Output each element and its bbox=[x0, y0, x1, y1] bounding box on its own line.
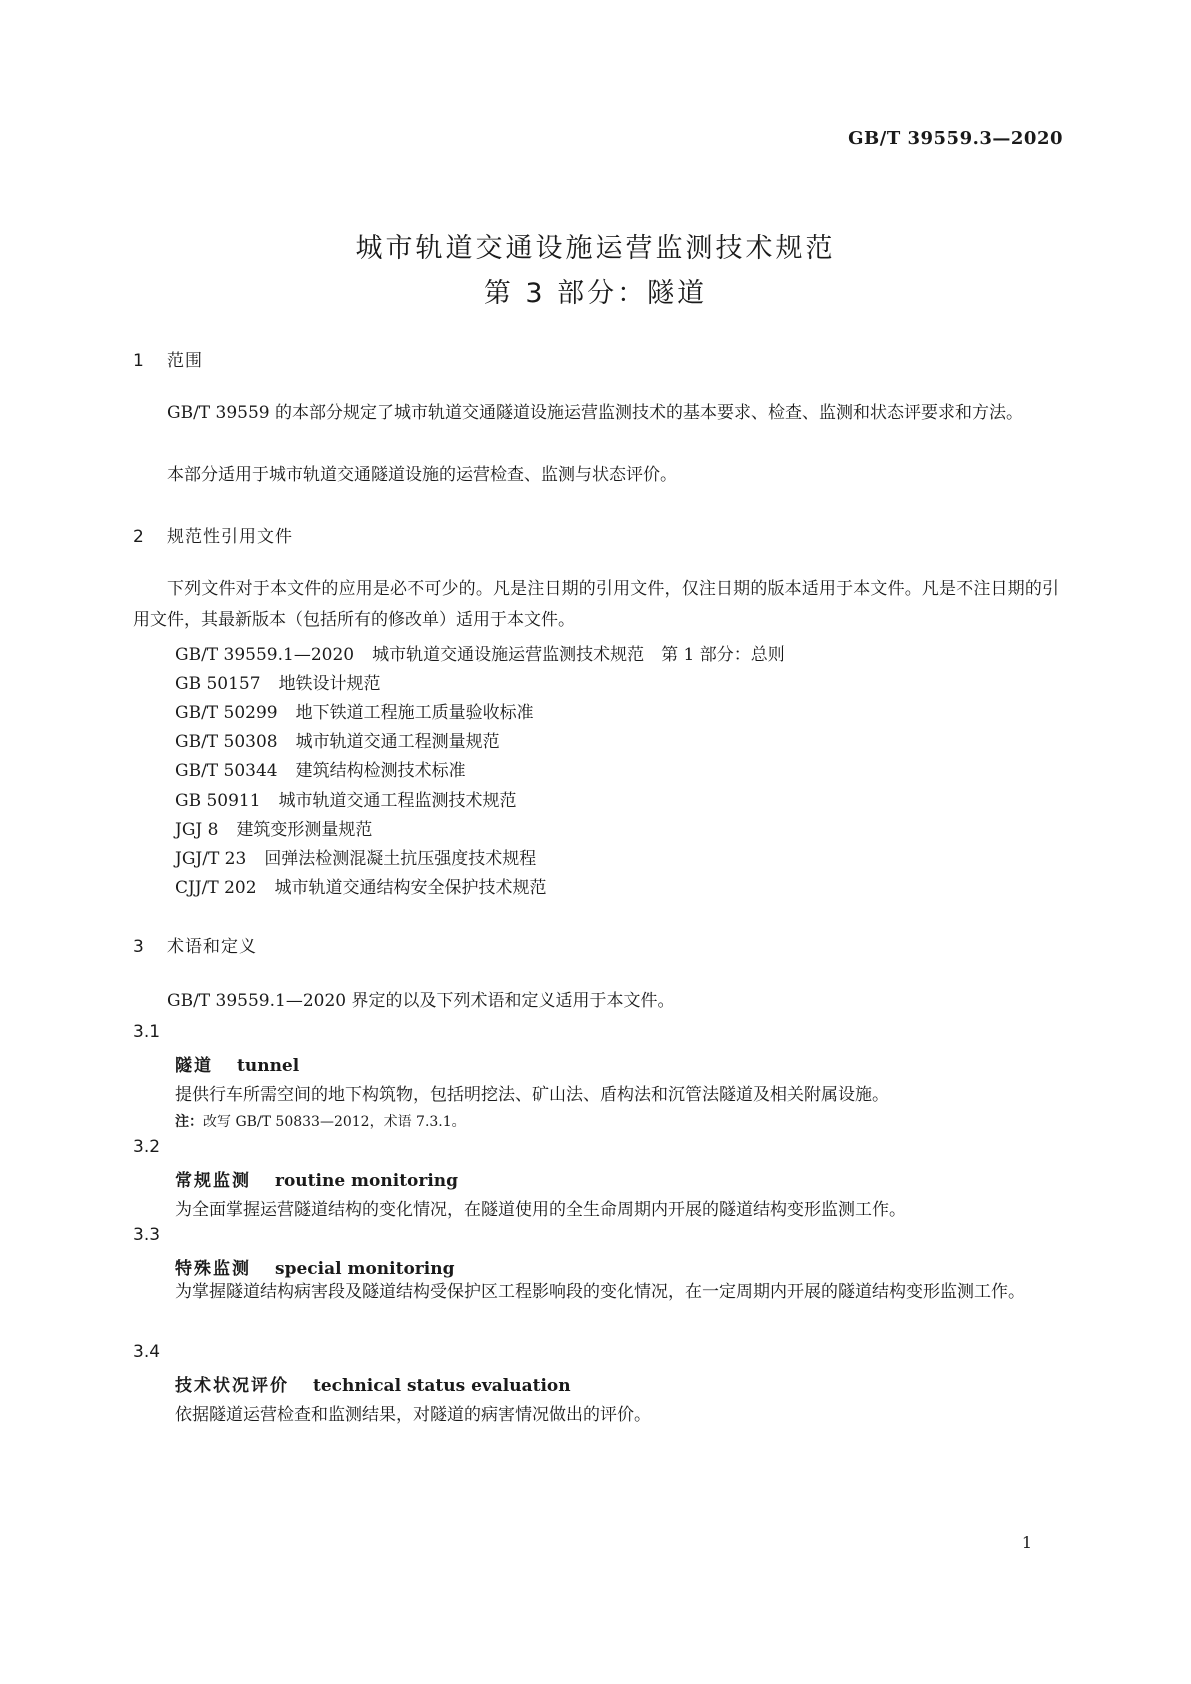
term-number: 3.2 bbox=[133, 1137, 161, 1157]
reference-title: 地下铁道工程施工质量验收标准 bbox=[295, 703, 534, 723]
reference-item bbox=[175, 727, 500, 752]
reference-item bbox=[175, 844, 536, 869]
term-title bbox=[175, 1051, 299, 1076]
section-title: 范围 bbox=[167, 351, 203, 371]
term-title bbox=[175, 1254, 454, 1279]
term-title bbox=[175, 1371, 571, 1396]
term-zh: 隧道 bbox=[175, 1056, 213, 1076]
section-heading bbox=[133, 522, 293, 547]
reference-title: 回弹法检测混凝土抗压强度技术规程 bbox=[264, 849, 537, 869]
section-title: 规范性引用文件 bbox=[167, 527, 293, 547]
term-number: 3.3 bbox=[133, 1225, 161, 1245]
section-number: 3 bbox=[133, 937, 145, 957]
term-number: 3.4 bbox=[133, 1342, 161, 1362]
term-en: technical status evaluation bbox=[313, 1376, 571, 1396]
reference-code: GB 50911 bbox=[175, 791, 261, 811]
term-title bbox=[175, 1166, 458, 1191]
reference-item bbox=[175, 669, 381, 694]
document-title: 城市轨道交通设施运营监测技术规范 bbox=[355, 233, 836, 264]
term-en: tunnel bbox=[237, 1056, 300, 1076]
section-number: 1 bbox=[133, 351, 145, 371]
reference-code: GB 50157 bbox=[175, 674, 261, 694]
section-heading bbox=[133, 346, 203, 371]
reference-item bbox=[175, 786, 517, 811]
term-zh: 特殊监测 bbox=[175, 1259, 251, 1279]
note-label: 注： bbox=[175, 1114, 203, 1130]
reference-code: JGJ 8 bbox=[175, 820, 219, 840]
reference-item bbox=[175, 815, 372, 840]
reference-item bbox=[175, 640, 785, 665]
reference-title: 城市轨道交通设施运营监测技术规范 第 1 部分：总则 bbox=[372, 645, 785, 665]
standard-code: GB/T 39559.3—2020 bbox=[848, 128, 1063, 149]
reference-title: 建筑变形测量规范 bbox=[236, 820, 373, 840]
term-note bbox=[175, 1111, 466, 1131]
paragraph: 下列文件对于本文件的应用是必不可少的。凡是注日期的引用文件，仅注日期的版本适用于本文件。凡是不注日期的引用文件，其最新版本（包括所有的修改单）适用于本文件。 bbox=[133, 579, 1059, 630]
reference-item bbox=[175, 698, 534, 723]
reference-title: 城市轨道交通工程测量规范 bbox=[295, 732, 500, 752]
paragraph: GB/T 39559 的本部分规定了城市轨道交通隧道设施运营监测技术的基本要求、检查、监测和状态评要求和方法。 bbox=[167, 403, 1024, 423]
reference-title: 城市轨道交通结构安全保护技术规范 bbox=[274, 878, 547, 898]
reference-title: 城市轨道交通工程监测技术规范 bbox=[278, 791, 517, 811]
reference-code: CJJ/T 202 bbox=[175, 878, 257, 898]
term-number: 3.1 bbox=[133, 1022, 161, 1042]
paragraph: 本部分适用于城市轨道交通隧道设施的运营检查、监测与状态评价。 bbox=[167, 465, 677, 485]
term-zh: 技术状况评价 bbox=[175, 1376, 289, 1396]
reference-item bbox=[175, 873, 547, 898]
document-subtitle: 第 3 部分：隧道 bbox=[483, 278, 708, 309]
term-definition: 依据隧道运营检查和监测结果，对隧道的病害情况做出的评价。 bbox=[175, 1405, 651, 1425]
section-heading bbox=[133, 932, 257, 957]
reference-code: GB/T 50299 bbox=[175, 703, 278, 723]
term-zh: 常规监测 bbox=[175, 1171, 251, 1191]
page-number: 1 bbox=[1021, 1533, 1032, 1552]
reference-code: GB/T 50308 bbox=[175, 732, 278, 752]
section-title: 术语和定义 bbox=[167, 937, 257, 957]
reference-code: GB/T 50344 bbox=[175, 761, 278, 781]
term-definition: 为掌握隧道结构病害段及隧道结构受保护区工程影响段的变化情况，在一定周期内开展的隧道结构变形监测工作。 bbox=[175, 1282, 1025, 1302]
paragraph: GB/T 39559.1—2020 界定的以及下列术语和定义适用于本文件。 bbox=[167, 991, 675, 1011]
term-en: special monitoring bbox=[275, 1259, 455, 1279]
reference-title: 建筑结构检测技术标准 bbox=[295, 761, 466, 781]
reference-code: GB/T 39559.1—2020 bbox=[175, 645, 355, 665]
section-number: 2 bbox=[133, 527, 145, 547]
term-definition: 提供行车所需空间的地下构筑物，包括明挖法、矿山法、盾构法和沉管法隧道及相关附属设施。 bbox=[175, 1085, 889, 1105]
term-definition: 为全面掌握运营隧道结构的变化情况，在隧道使用的全生命周期内开展的隧道结构变形监测工作。 bbox=[175, 1200, 906, 1220]
term-en: routine monitoring bbox=[275, 1171, 459, 1191]
note-text: 改写 GB/T 50833—2012，术语 7.3.1。 bbox=[203, 1114, 466, 1130]
reference-item bbox=[175, 756, 466, 781]
reference-code: JGJ/T 23 bbox=[175, 849, 247, 869]
reference-title: 地铁设计规范 bbox=[278, 674, 381, 694]
